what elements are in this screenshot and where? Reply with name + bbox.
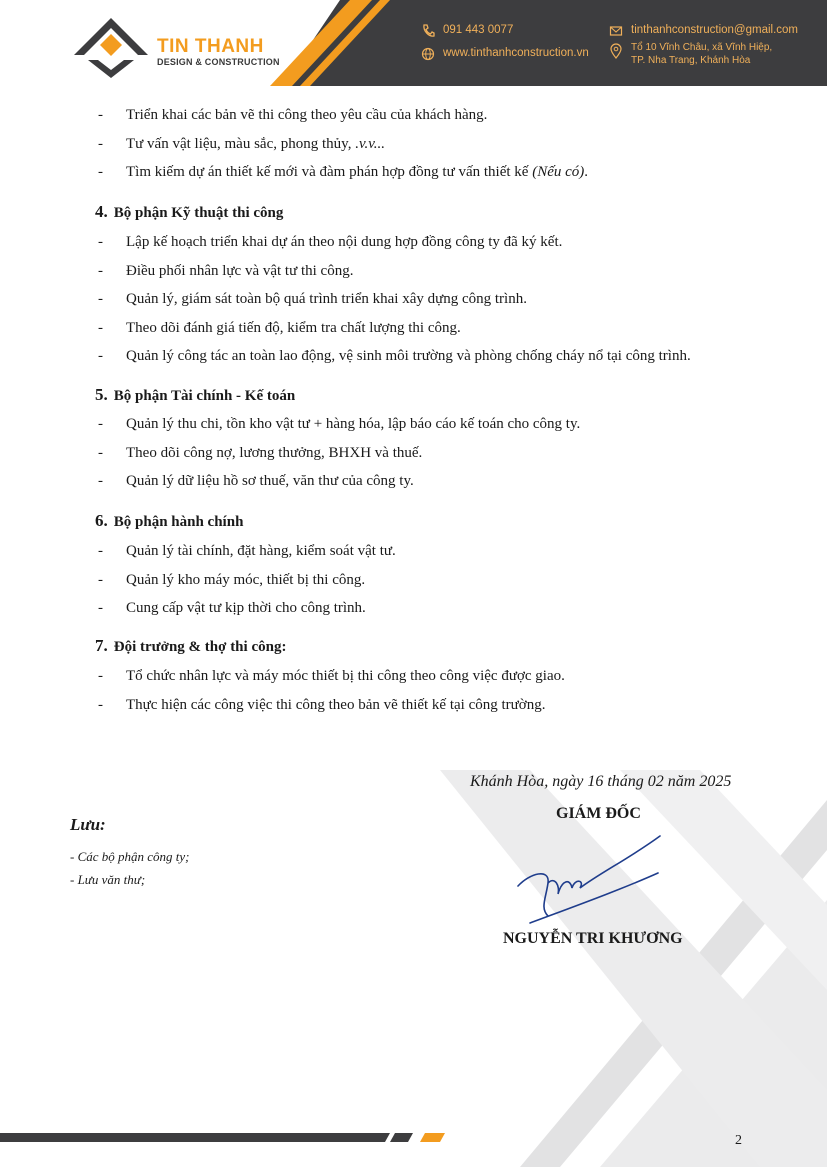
list-item-text: Tìm kiếm dự án thiết kế mới và đàm phán hợp đồng tư vấn thiết kế (Nếu có).: [126, 164, 589, 180]
mail-icon: [609, 24, 623, 38]
recipients-heading: Lưu:: [70, 815, 106, 834]
address-line-1: Tổ 10 Vĩnh Châu, xã Vĩnh Hiệp,: [631, 42, 773, 53]
company-subtitle: DESIGN & CONSTRUCTION: [157, 57, 280, 67]
footer-bar-dark: [0, 1133, 390, 1142]
website-link[interactable]: www.tinthanhconstruction.vn: [443, 47, 589, 59]
phone-number: 091 443 0077: [443, 24, 514, 36]
section-heading: 6. Bộ phận hành chính: [95, 511, 244, 530]
section-heading: 5. Bộ phận Tài chính - Kế toán: [95, 385, 296, 404]
globe-icon: [421, 47, 435, 61]
page-number: 2: [735, 1133, 742, 1148]
recipient-item: - Lưu văn thư;: [70, 872, 146, 887]
list-item-text: Tư vấn vật liệu, màu sắc, phong thủy, .v.v...: [126, 135, 386, 152]
location-pin-icon: [609, 43, 623, 59]
address-line-2: TP. Nha Trang, Khánh Hòa: [631, 55, 751, 66]
section-heading: 4. Bộ phận Kỹ thuật thi công: [95, 202, 284, 221]
dash-marker: -: [98, 107, 103, 123]
signer-title: GIÁM ĐỐC: [556, 805, 641, 822]
section-heading: 7. Đội trưởng & thợ thi công:: [95, 636, 287, 655]
company-name: TIN THANH: [157, 36, 264, 57]
email-address[interactable]: tinthanhconstruction@gmail.com: [631, 24, 799, 36]
list-item-text: Triển khai các bản vẽ thi công theo yêu cầu của khách hàng.: [126, 107, 488, 123]
footer-bar-dark-2: [390, 1133, 413, 1142]
logo-mark: [74, 18, 148, 78]
dash-marker: -: [98, 135, 103, 152]
recipient-item: - Các bộ phận công ty;: [70, 849, 190, 864]
signer-name: NGUYỄN TRI KHƯƠNG: [503, 930, 683, 947]
dash-marker: -: [98, 164, 103, 180]
document-page: TIN THANH DESIGN & CONSTRUCTION 091 443 0077 www.tinthanhconstruction.vn tinthanhconstruction@gmail.com Tổ 10 Vĩnh Châu, xã Vĩnh Hiệp, TP. Nha Trang, Khánh Hòa - Triển khai các bản vẽ thi công theo yêu cầu của khách hàng. - Tư vấn vật liệu, màu sắc, phong thủy, .v.v... - Tìm kiếm dự án thiết kế mới và đàm phán hợp đồng tư vấn thiết kế (Nếu có). 4. Bộ phận Kỹ thuật thi công - Lập kế hoạch triển khai dự án theo nội dung hợp đồng công ty đã ký kết. - Điều phối nhân lực và vật tư thi công. - Quản lý, giám sát toàn bộ quá trình triển khai xây dựng công trình. - Theo dõi đánh giá tiến độ, kiểm tra chất lượng thi công. - Quản lý công tác an toàn lao động, vệ sinh môi trường và phòng chống cháy nổ tại công trình. 5. Bộ phận Tài chính - Kế toán - Quản lý thu chi, tồn kho vật tư + hàng hóa, lập báo cáo kế toán cho công ty. - Theo dõi công nợ, lương thưởng, BHXH và thuế. - Quản lý dữ liệu hồ sơ thuế, văn thư của công ty. 6. Bộ phận hành chính - Quản lý tài chính, đặt hàng, kiểm soát vật tư. - Quản lý kho máy móc, thiết bị thi công. - Cung cấp vật tư kịp thời cho công trình. 7. Đội trưởng & thợ thi công: - Tổ chức nhân lực và máy móc thiết bị thi công theo công việc được giao. - Thực hiện các công việc thi công theo bản vẽ thiết kế tại công trường. Khánh Hòa, ngày 16 tháng 02 năm 2025 GIÁM ĐỐC NGUYỄN TRI KHƯƠNG Lưu: - Các bộ phận công ty; - Lưu văn thư; 2: [0, 0, 827, 1167]
signature-scribble: [510, 828, 680, 933]
phone-icon: [421, 24, 435, 38]
signing-date: Khánh Hòa, ngày 16 tháng 02 năm 2025: [470, 773, 732, 790]
footer-bar-accent: [420, 1133, 445, 1142]
